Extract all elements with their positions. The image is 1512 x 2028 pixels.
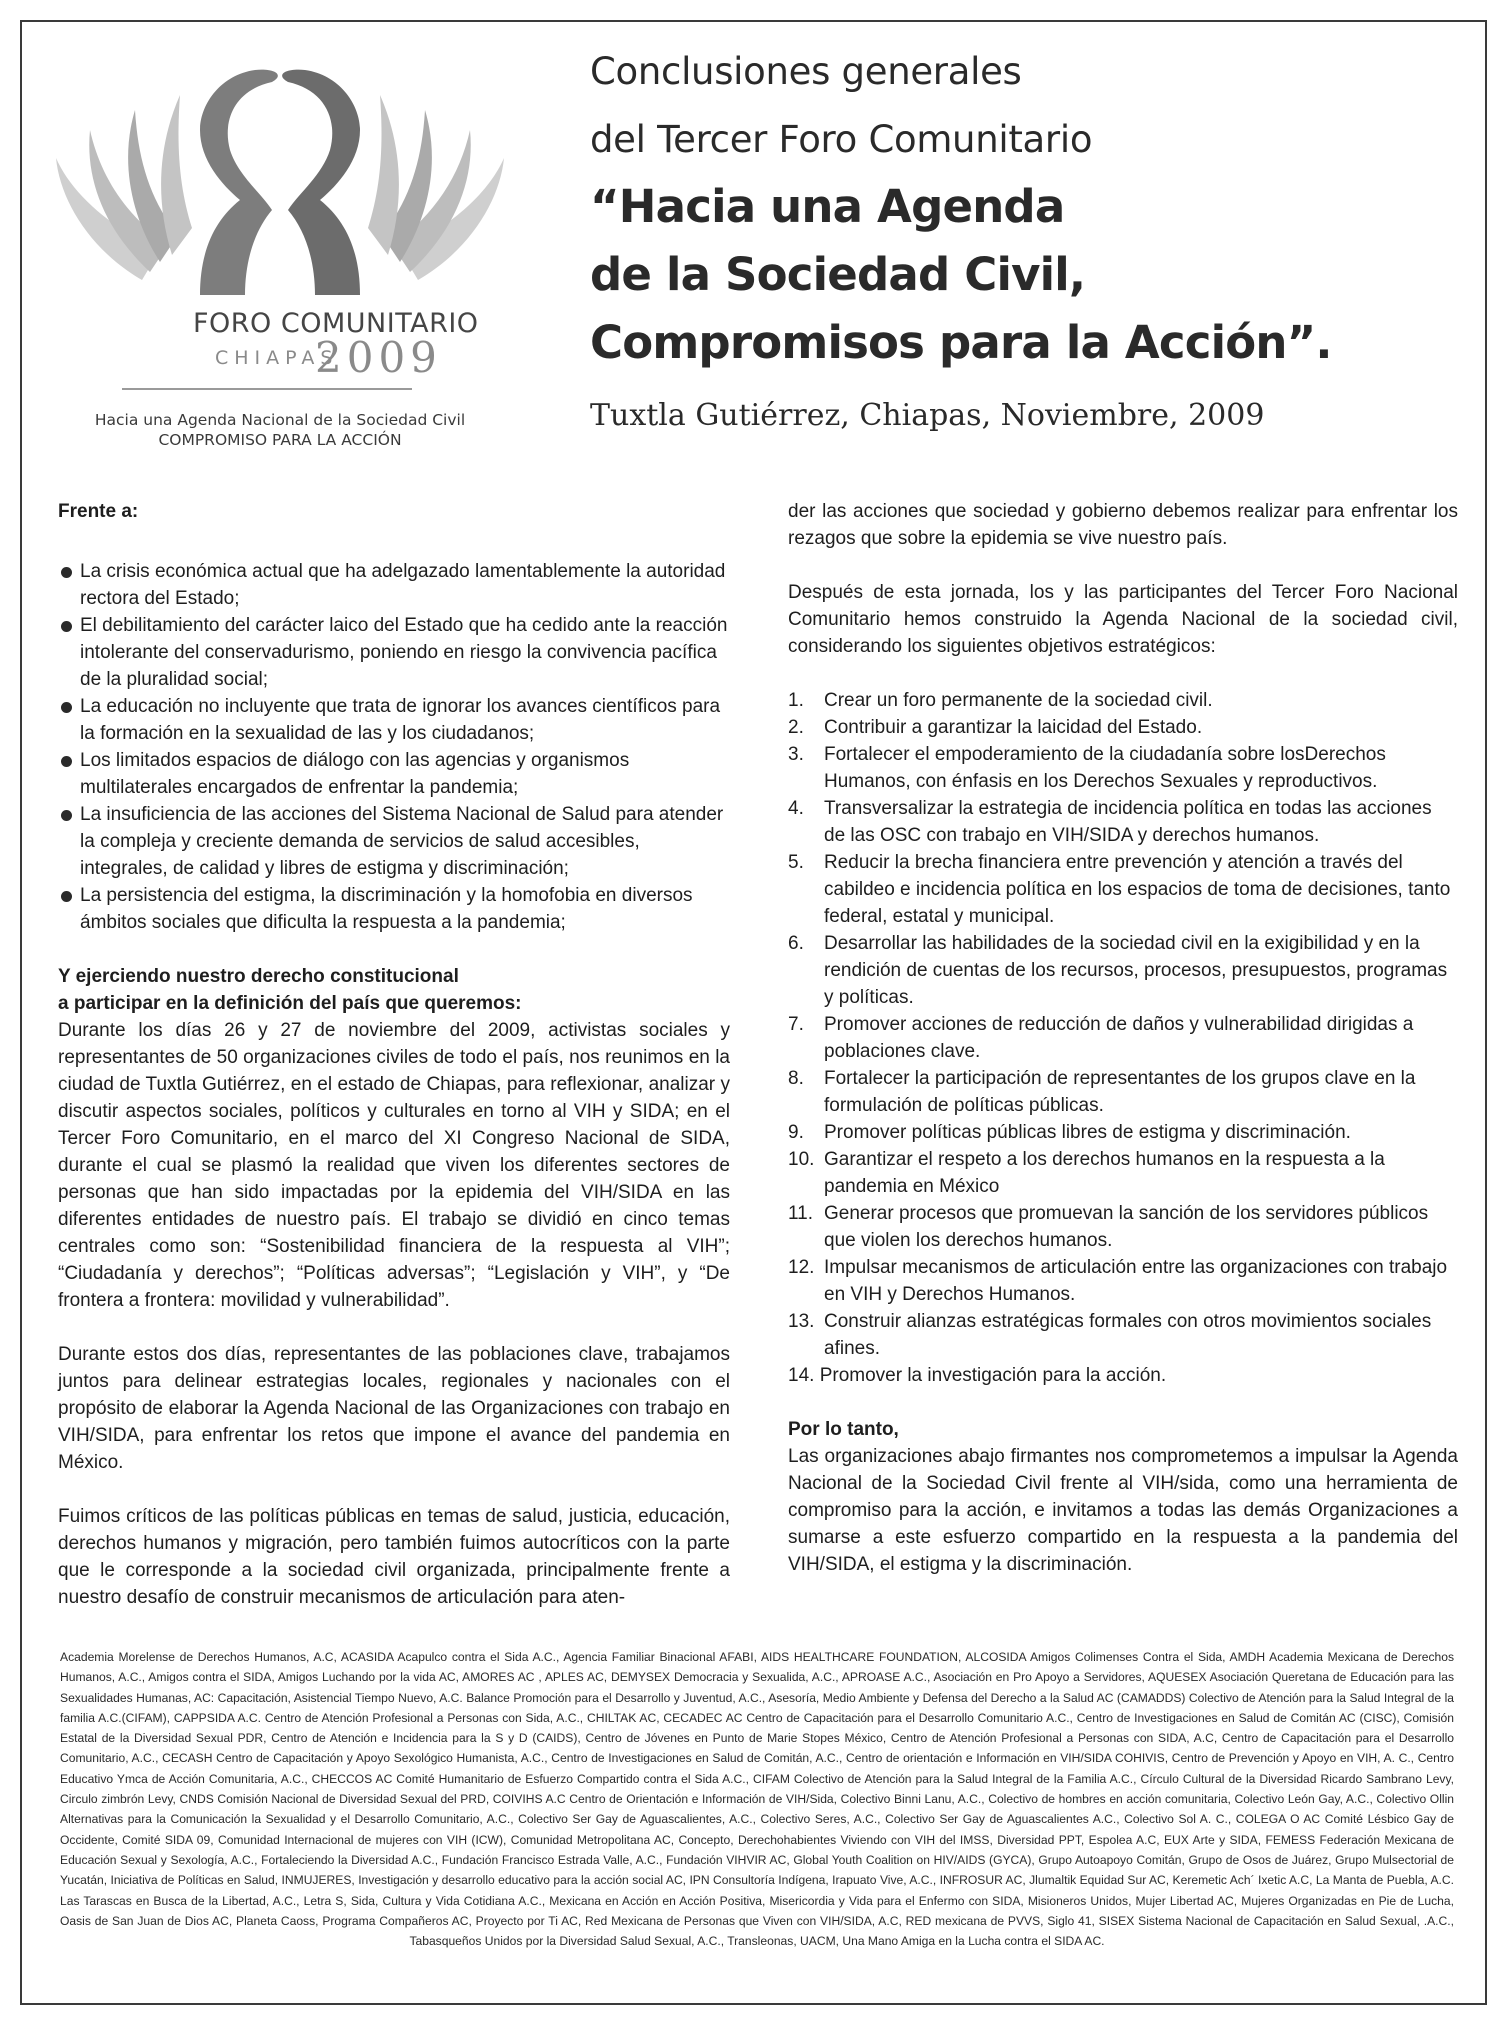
objective-item <box>788 1146 1458 1200</box>
objective-item <box>788 1254 1458 1308</box>
objective-number: 7. <box>788 1014 804 1035</box>
objective-text: Generar procesos que promuevan la sanción de los servidores públicos que violen los derechos humanos. <box>824 1203 1429 1251</box>
objective-number: 3. <box>788 744 804 765</box>
bullet-text: La crisis económica actual que ha adelgazado lamentablemente la autoridad rectora del Estado; <box>80 561 726 609</box>
paragraph-despues: Después de esta jornada, los y las participantes del Tercer Foro Nacional Comunitario hemos construido la Agenda Nacional de la sociedad civil, considerando los siguientes objetivos estratégicos: <box>788 582 1458 657</box>
bullet-icon <box>61 756 72 767</box>
bullet-icon <box>61 891 72 902</box>
subtitle-line-2: del Tercer Foro Comunitario <box>590 118 1093 161</box>
derecho-heading-2: a participar en la definición del país que queremos: <box>58 993 522 1014</box>
objective-item <box>788 1308 1458 1362</box>
objective-item <box>788 1119 1458 1146</box>
logo-city: CHIAPAS <box>215 347 339 369</box>
title-line-2: de la Sociedad Civil, <box>590 248 1086 301</box>
objective-text: Transversalizar la estrategia de incidencia política en todas las acciones de las OSC con trabajo en VIH/SIDA y derechos humanos. <box>824 798 1432 846</box>
objective-text: Promover la investigación para la acción. <box>819 1365 1167 1386</box>
objective-text: Fortalecer la participación de representantes de los grupos clave en la formulación de políticas públicas. <box>824 1068 1416 1116</box>
objective-number: 8. <box>788 1068 804 1089</box>
left-column <box>58 498 730 1611</box>
derecho-heading-1: Y ejerciendo nuestro derecho constitucional <box>58 966 459 987</box>
objective-number: 10. <box>788 1149 815 1170</box>
title-line-3: Compromisos para la Acción”. <box>590 316 1332 369</box>
bullet-icon <box>61 621 72 632</box>
paragraph-compromiso: Las organizaciones abajo firmantes nos comprometemos a impulsar la Agenda Nacional de la Sociedad Civil frente al VIH/sida, como una herramienta de compromiso para la acción, e invitamos a todas las demás Organizaciones a sumarse a este esfuerzo compartido en la respuesta a la pandemia del VIH/SIDA, el estigma y la discriminación. <box>788 1446 1458 1575</box>
list-item <box>58 612 730 693</box>
objective-number: 12. <box>788 1257 815 1278</box>
objective-item <box>788 1065 1458 1119</box>
logo-title: FORO COMUNITARIO <box>193 308 479 339</box>
objective-number: 14. <box>788 1365 815 1386</box>
frente-heading: Frente a: <box>58 501 139 522</box>
title-line-1: “Hacia una Agenda <box>590 180 1065 233</box>
objective-item <box>788 714 1458 741</box>
tanto-heading: Por lo tanto, <box>788 1419 899 1440</box>
list-item <box>58 801 730 882</box>
objective-number: 1. <box>788 690 804 711</box>
bullet-icon <box>61 702 72 713</box>
list-item <box>58 693 730 747</box>
objective-item <box>788 849 1458 930</box>
paragraph-durante: Durante los días 26 y 27 de noviembre del 2009, activistas sociales y representantes de 50 organizaciones civiles de todo el país, nos reunimos en la ciudad de Tuxtla Gutiérrez, en el estado de Chiapas, para reflexionar, analizar y discutir aspectos sociales, políticos y culturales en torno al VIH y SIDA; en el Tercer Foro Comunitario, en el marco del XI Congreso Nacional de SIDA, durante el cual se plasmó la realidad que viven los diferentes sectores de personas que han sido impactadas por la epidemia del VIH/SIDA en las diferentes entidades de nuestro país. El trabajo se dividió en cinco temas centrales como son: “Sostenibilidad financiera de la respuesta al VIH”; “Ciudadanía y derechos”; “Políticas adversas”; “Legislación y VIH”, y “De frontera a frontera: movilidad y vulnerabilidad”. <box>58 1020 730 1311</box>
objective-number: 11. <box>788 1203 814 1224</box>
bullet-text: El debilitamiento del carácter laico del Estado que ha cedido ante la reacción intolerante del conservadurismo, poniendo en riesgo la convivencia pacífica de la pluralidad social; <box>80 615 728 690</box>
objective-item <box>788 795 1458 849</box>
bullet-icon <box>61 810 72 821</box>
objective-text: Crear un foro permanente de la sociedad civil. <box>824 690 1213 711</box>
logo-year: 2009 <box>315 333 442 382</box>
logo-divider <box>122 388 412 390</box>
objective-text: Fortalecer el empoderamiento de la ciudadanía sobre losDerechos Humanos, con énfasis en los Derechos Sexuales y reproductivos. <box>824 744 1386 792</box>
objective-text: Contribuir a garantizar la laicidad del Estado. <box>824 717 1203 738</box>
objective-item <box>788 1200 1458 1254</box>
paragraph-dos-dias: Durante estos dos días, representantes de las poblaciones clave, trabajamos juntos para delinear estrategias locales, regionales y nacionales con el propósito de elaborar la Agenda Nacional de las Organizaciones con trabajo en VIH/SIDA, para enfrentar los retos que impone el avance del pandemia en México. <box>58 1344 730 1473</box>
hands-emblem-icon <box>50 50 510 300</box>
objective-number: 4. <box>788 798 804 819</box>
objective-text: Construir alianzas estratégicas formales con otros movimientos sociales afines. <box>824 1311 1432 1359</box>
subtitle-line-1: Conclusiones generales <box>590 50 1022 93</box>
objective-item <box>788 1011 1458 1065</box>
bullet-text: Los limitados espacios de diálogo con las agencias y organismos multilaterales encargados de enfrentar la pandemia; <box>80 750 630 798</box>
bullet-text: La persistencia del estigma, la discriminación y la homofobia en diversos ámbitos sociales que dificulta la respuesta a la pandemia; <box>80 885 693 933</box>
objective-text: Desarrollar las habilidades de la sociedad civil en la exigibilidad y en la rendición de cuentas de los recursos, procesos, presupuestos, programas y políticas. <box>824 933 1448 1008</box>
bullet-icon <box>61 567 72 578</box>
signatory-organizations: Academia Morelense de Derechos Humanos, A.C, ACASIDA Acapulco contra el Sida A.C., Agencia Familiar Binacional AFABI, AIDS HEALTHCARE FOUNDATION, ALCOSIDA Amigos Colimenses Contra el Sida, AMDH Academia Mexicana de Derechos Humanos, A.C., Amigos contra el SIDA, Amigos Luchando por la vida AC, AMORES AC , APLES AC, DEMYSEX Democracia y Sexualida, A.C., APROASE A.C., Asociación en Pro Apoyo a Servidores, AQUESEX Asociación Queretana de Educación para las Sexualidades Humanas, AC: Capacitación, Asistencial Tiempo Nuevo, A.C. Balance Promoción para el Desarrollo y Juventud, A.C., Asesoría, Medio Ambiente y Defensa del Derecho a la Salud AC (CAMADDS) Colectivo de Atención para la Salud Integral de la familia A.C.(CIFAM), CAPPSIDA A.C. Centro de Atención Profesional a Personas con Sida, A.C., CHILTAK AC, CECADEC AC Centro de Capacitación para el Desarrollo Comunitario A.C., Centro de Investigaciones en Salud de Comitán AC (CISC), Comisión Estatal de la Diversidad Sexual PDR, Centro de Atención e Incidencia para la S y D (CAIDS), Centro de Jóvenes en Punto de Marie Stopes México, Centro de Atención Profesional a Personas con SIDA, A.C, Centro de Capacitación para el Desarrollo Comunitario, A.C., CECASH Centro de Capacitación y Apoyo Sexológico Humanista, A.C., Centro de Investigaciones en Salud de Comitán, A.C., Centro de orientación e Información en VIH/SIDA COHIVIS, Centro de Prevención y Apoyo en VIH, A. C., Centro Educativo Ymca de Acción Comunitaria, A.C., CHECCOS AC Comité Humanitario de Esfuerzo Compartido contra el Sida A.C., CIFAM Colectivo de Atención para la Salud Integral de la Familia A.C., Círculo Cultural de la Diversidad Ricardo Sambrano Levy, Circulo zimbrón Levy, CNDS Comisión Nacional de Diversidad Sexual del PRD, COIVIHS A.C Centro de Orientación e Información de VIH/Sida, Colectivo Binni Lanu, A.C., Colectivo de hombres en acción comunitaria, Colectivo León Gay, A.C., Colectivo Ollin Alternativas para la Comunicación la Sexualidad y el Desarrollo Comunitario, A.C., Colectivo Ser Gay de Aguascalientes, A.C., Colectivo Seres, A.C., Colectivo Ser Gay de Aguascalientes A.C., Colectivo Sol A. C., COLEGA O AC Comité Lésbico Gay de Occidente, Comité SIDA 09, Comunidad Internacional de mujeres con VIH (ICW), Comunidad Metropolitana AC, Concepto, Derechohabientes Viviendo con VIH del IMSS, Diversidad PPT, Espolea A.C, EUX Arte y SIDA, FEMESS Federación Mexicana de Educación Sexual y Sexología, A.C., Fortaleciendo la Diversidad A.C., Fundación Francisco Estrada Valle, A.C., Fundación VIHVIR AC, Global Youth Coalition on HIV/AIDS (GYCA), Grupo Autoapoyo Comitán, Grupo de Osos de Juárez, Grupo Mulsectorial de Yucatán, Iniciativa de Políticas en Salud, INMUJERES, Investigación y desarrollo educativo para la acción social AC, IPN Consultoría Indígena, Irapuato Vive, A.C., INFROSUR AC, Jlumaltik Equidad Sur AC, Keremetic Ach´ Ixetic A.C, La Manta de Puebla, A.C. Las Tarascas en Busca de la Libertad, A.C., Letra S, Sida, Cultura y Vida Cotidiana A.C., Mexicana en Acción en Acción Positiva, Misericordia y Vida para el Enfermo con SIDA, Misioneros Unidos, Mujer Libertad AC, Mujeres Organizadas en Pie de Lucha, Oasis de San Juan de Dios AC, Planeta Caoss, Programa Compañeros AC, Proyecto por Ti AC, Red Mexicana de Personas que Viven con VIH/SIDA, A.C, RED mexicana de PVVS, Siglo 41, SISEX Sistema Nacional de Capacitación en Salud Sexual, .A.C., Tabasqueños Unidos por la Diversidad Salud Sexual, A.C., Transleonas, UACM, Una Mano Amiga en la Lucha contra el SIDA AC. <box>60 1650 1454 1949</box>
objective-number: 2. <box>788 717 804 738</box>
objective-number: 5. <box>788 852 804 873</box>
paragraph-continued: der las acciones que sociedad y gobierno debemos realizar para enfrentar los rezagos que sobre la epidemia se vive nuestro país. <box>788 501 1458 549</box>
objective-number: 6. <box>788 933 804 954</box>
objective-text: Promover acciones de reducción de daños y vulnerabilidad dirigidas a poblaciones clave. <box>824 1014 1414 1062</box>
objective-item <box>788 741 1458 795</box>
objective-text: Promover políticas públicas libres de estigma y discriminación. <box>824 1122 1351 1143</box>
forum-logo <box>50 50 510 460</box>
bullet-text: La educación no incluyente que trata de ignorar los avances científicos para la formación en la sexualidad de las y los ciudadanos; <box>80 696 721 744</box>
logo-tagline-caps: COMPROMISO PARA LA ACCIÓN <box>158 431 402 449</box>
logo-tagline: Hacia una Agenda Nacional de la Sociedad Civil <box>94 411 466 429</box>
objective-text: Garantizar el respeto a los derechos humanos en la respuesta a la pandemia en México <box>824 1149 1385 1197</box>
list-item <box>58 882 730 936</box>
right-column <box>788 498 1458 1578</box>
objective-item <box>788 930 1458 1011</box>
objective-number: 13. <box>788 1311 815 1332</box>
list-item <box>58 558 730 612</box>
objective-item <box>788 687 1458 714</box>
objective-item <box>788 1362 1458 1389</box>
objective-number: 9. <box>788 1122 804 1143</box>
paragraph-criticos: Fuimos críticos de las políticas públicas en temas de salud, justicia, educación, derechos humanos y migración, pero también fuimos autocríticos con la parte que le corresponde a la sociedad civil organizada, principalmente frente a nuestro desafío de construir mecanismos de articulación para aten- <box>58 1506 730 1608</box>
objectives-list <box>788 687 1458 1389</box>
objective-text: Reducir la brecha financiera entre prevención y atención a través del cabildeo e incidencia política en los espacios de toma de decisiones, tanto federal, estatal y municipal. <box>824 852 1451 927</box>
list-item <box>58 747 730 801</box>
objective-text: Impulsar mecanismos de articulación entre las organizaciones con trabajo en VIH y Derechos Humanos. <box>824 1257 1448 1305</box>
bullet-text: La insuficiencia de las acciones del Sistema Nacional de Salud para atender la compleja y creciente demanda de servicios de salud accesibles, integrales, de calidad y libres de estigma y discriminación; <box>80 804 724 879</box>
place-date: Tuxtla Gutiérrez, Chiapas, Noviembre, 2009 <box>590 398 1265 433</box>
